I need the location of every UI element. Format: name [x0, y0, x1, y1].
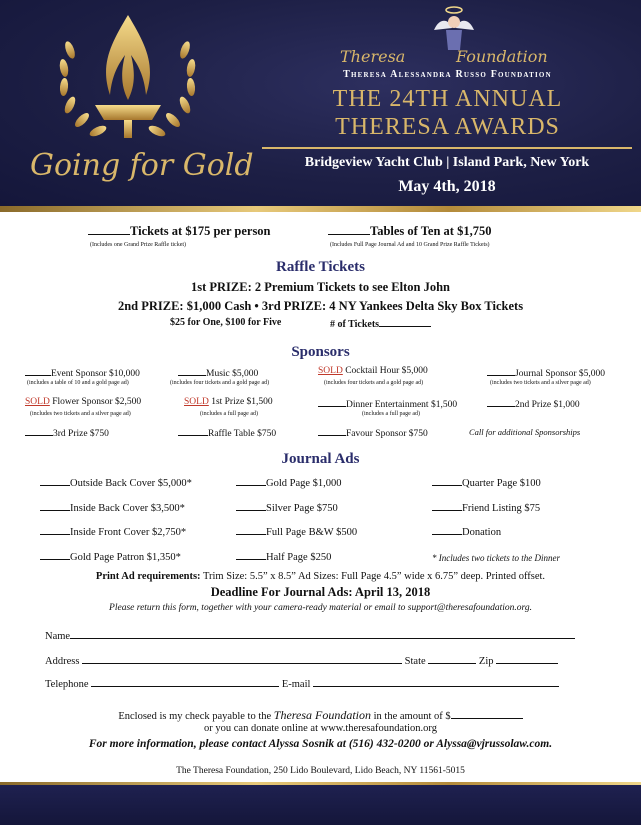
telephone-field[interactable] — [91, 677, 279, 687]
journal-label: Donation — [462, 527, 502, 538]
sponsor-blank[interactable] — [318, 426, 346, 436]
email-field[interactable] — [313, 677, 559, 687]
sponsor-note: (includes four tickets and a gold page ad) — [324, 380, 424, 386]
journal-blank[interactable] — [236, 550, 266, 560]
sold-badge: SOLD — [184, 397, 209, 407]
state-field[interactable] — [428, 654, 476, 664]
journal-blank[interactable] — [40, 476, 70, 486]
journal-blank[interactable] — [236, 476, 266, 486]
journal-blank[interactable] — [236, 525, 266, 535]
sponsor-blank[interactable] — [178, 426, 208, 436]
zip-label: Zip — [478, 656, 494, 667]
sponsor-item — [25, 366, 140, 379]
sold-badge: SOLD — [25, 397, 50, 407]
torch-laurel-icon — [40, 10, 215, 160]
header-banner — [0, 0, 641, 208]
journal-blank[interactable] — [236, 501, 266, 511]
ticket-person-row — [88, 224, 271, 239]
sponsor-item — [318, 426, 428, 439]
sponsor-note: (includes two tickets and a silver page ad) — [30, 411, 131, 417]
payee-name: Theresa Foundation — [273, 708, 371, 722]
raffle-count-row — [330, 317, 431, 330]
sponsor-blank[interactable] — [487, 366, 515, 376]
journal-label: Outside Back Cover $5,000* — [70, 478, 192, 489]
sponsor-note: (includes a full page ad) — [362, 411, 420, 417]
journal-heading: Journal Ads — [281, 451, 360, 467]
journal-label: Friend Listing $75 — [462, 502, 541, 514]
journal-item — [40, 546, 192, 571]
journal-item — [432, 497, 560, 522]
sponsor-label: 1st Prize $1,500 — [211, 397, 273, 407]
check-line — [0, 708, 641, 723]
journal-label: Silver Page $750 — [266, 502, 338, 514]
name-label: Name — [45, 631, 71, 642]
sold-badge: SOLD — [318, 366, 343, 376]
event-date: May 4th, 2018 — [398, 178, 496, 195]
return-instructions: Please return this form, together with your camera-ready material or email to support@theresafoundation.org. — [109, 603, 532, 613]
sponsor-note: (includes a table of 10 and a gold page ad) — [27, 380, 129, 386]
raffle-count-label: # of Tickets — [330, 319, 380, 330]
journal-blank[interactable] — [432, 525, 462, 535]
sponsor-item — [184, 397, 273, 407]
ticket-person-note: (Includes one Grand Prize Raffle ticket) — [90, 242, 187, 248]
sponsors-heading: Sponsors — [291, 344, 350, 360]
sponsor-item — [318, 397, 457, 410]
journal-label: Inside Front Cover $2,750* — [70, 527, 187, 538]
journal-item — [236, 497, 357, 522]
print-requirements-text: Trim Size: 5.5” x 8.5” Ad Sizes: Full Page 4.5” wide x 6.75” deep. Printed offset. — [202, 571, 546, 582]
journal-blank[interactable] — [432, 476, 462, 486]
raffle-price: $25 for One, $100 for Five — [170, 317, 282, 328]
going-for-gold-title: Going for Gold — [30, 148, 254, 183]
journal-label: Gold Page $1,000 — [266, 478, 342, 489]
footer-banner — [0, 785, 641, 825]
journal-col-2 — [236, 472, 357, 570]
header-gold-rule — [0, 206, 641, 212]
sponsor-label: Music $5,000 — [206, 369, 259, 379]
sponsor-item — [178, 366, 258, 379]
sponsor-label: Dinner Entertainment $1,500 — [346, 400, 458, 410]
event-title-line1: THE 24TH ANNUAL — [332, 86, 563, 112]
journal-item — [432, 472, 560, 497]
ticket-table-label: Tables of Ten at $1,750 — [370, 224, 492, 238]
donate-online: or you can donate online at www.theresafoundation.org — [204, 723, 437, 734]
journal-item — [432, 521, 560, 546]
raffle-count-blank[interactable] — [379, 317, 431, 327]
email-label: E-mail — [281, 679, 311, 690]
sponsor-blank[interactable] — [178, 366, 206, 376]
journal-label: Inside Back Cover $3,500* — [70, 502, 185, 514]
ticket-person-label: Tickets at $175 per person — [130, 224, 271, 238]
sponsor-label: Favour Sponsor $750 — [346, 429, 428, 439]
sponsor-item — [178, 426, 276, 439]
foundation-name-right: Foundation — [456, 47, 548, 66]
sponsor-note: (includes four tickets and a gold page ad) — [170, 380, 270, 386]
sponsor-blank[interactable] — [487, 397, 515, 407]
journal-label: Gold Page Patron $1,350* — [70, 551, 181, 563]
address-field[interactable] — [82, 654, 402, 664]
zip-field[interactable] — [496, 654, 558, 664]
sponsor-item — [25, 397, 141, 407]
foundation-full-name: Theresa Alessandra Russo Foundation — [343, 69, 552, 80]
name-field[interactable] — [70, 629, 575, 639]
journal-blank[interactable] — [432, 501, 462, 511]
sponsor-item — [487, 397, 580, 410]
state-label: State — [404, 656, 426, 667]
journal-item — [236, 546, 357, 571]
sponsor-label: 2nd Prize $1,000 — [515, 400, 580, 410]
sponsor-note: (includes a full page ad) — [200, 411, 258, 417]
contact-row — [45, 677, 559, 690]
sponsor-blank[interactable] — [25, 366, 51, 376]
sponsor-label: Raffle Table $750 — [208, 429, 277, 439]
print-requirements — [0, 571, 641, 582]
address-row — [45, 654, 558, 667]
sponsor-item — [487, 366, 605, 379]
venue-line: Bridgeview Yacht Club | Island Park, New York — [304, 155, 590, 170]
raffle-second-prize: 2nd PRIZE: $1,000 Cash • 3rd PRIZE: 4 NY Yankees Delta Sky Box Tickets — [117, 299, 524, 313]
journal-label: Quarter Page $100 — [462, 478, 541, 489]
foundation-name-left: Theresa — [340, 47, 406, 66]
sponsor-label: 3rd Prize $750 — [53, 429, 109, 439]
sponsor-note: (includes two tickets and a silver page ad) — [490, 380, 591, 386]
print-requirements-label: Print Ad requirements: — [95, 571, 201, 582]
mailing-address: The Theresa Foundation, 250 Lido Boulevard, Lido Beach, NY 11561-5015 — [176, 766, 465, 776]
address-label: Address — [45, 656, 80, 667]
journal-label: Half Page $250 — [266, 551, 332, 563]
additional-sponsorship-note: Call for additional Sponsorships — [469, 427, 581, 437]
raffle-first-prize: 1st PRIZE: 2 Premium Tickets to see Elton John — [190, 280, 451, 294]
sponsor-item — [318, 366, 428, 376]
journal-item — [236, 521, 357, 546]
sponsor-label: Flower Sponsor $2,500 — [52, 397, 142, 407]
ticket-table-note: (Includes Full Page Journal Ad and 10 Grand Prize Raffle Tickets) — [330, 242, 490, 248]
journal-item — [40, 472, 192, 497]
ticket-table-row — [328, 224, 491, 239]
journal-item — [236, 472, 357, 497]
sponsor-item — [25, 426, 109, 439]
sponsor-label: Event Sponsor $10,000 — [51, 369, 140, 379]
raffle-heading: Raffle Tickets — [275, 259, 366, 275]
journal-col-1 — [40, 472, 192, 570]
telephone-label: Telephone — [45, 679, 89, 690]
journal-dinner-note: * Includes two tickets to the Dinner — [432, 552, 560, 563]
journal-item — [40, 497, 192, 522]
journal-blank[interactable] — [40, 525, 70, 535]
check-text: Enclosed is my check payable to the — [118, 711, 272, 722]
sponsor-label: Journal Sponsor $5,000 — [515, 369, 605, 379]
journal-item — [40, 521, 192, 546]
journal-blank[interactable] — [40, 501, 70, 511]
sponsor-blank[interactable] — [318, 397, 346, 407]
event-title-line2: THERESA AWARDS — [335, 114, 560, 140]
journal-blank[interactable] — [40, 550, 70, 560]
deadline: Deadline For Journal Ads: April 13, 2018 — [210, 585, 431, 599]
sponsor-label: Cocktail Hour $5,000 — [345, 366, 428, 376]
sponsor-blank[interactable] — [25, 426, 53, 436]
amount-field[interactable] — [451, 709, 523, 719]
contact-info: For more information, please contact Alyssa Sosnik at (516) 432-0200 or Alyssa@vjrussolaw.com. — [88, 738, 553, 750]
journal-col-3 — [432, 472, 560, 570]
ticket-table-blank[interactable] — [328, 225, 370, 235]
journal-label: Full Page B&W $500 — [266, 527, 358, 538]
ticket-person-blank[interactable] — [88, 225, 130, 235]
amount-text: in the amount of $ — [373, 711, 451, 722]
name-row — [45, 629, 575, 642]
title-divider — [262, 147, 632, 149]
angel-icon — [430, 4, 478, 52]
